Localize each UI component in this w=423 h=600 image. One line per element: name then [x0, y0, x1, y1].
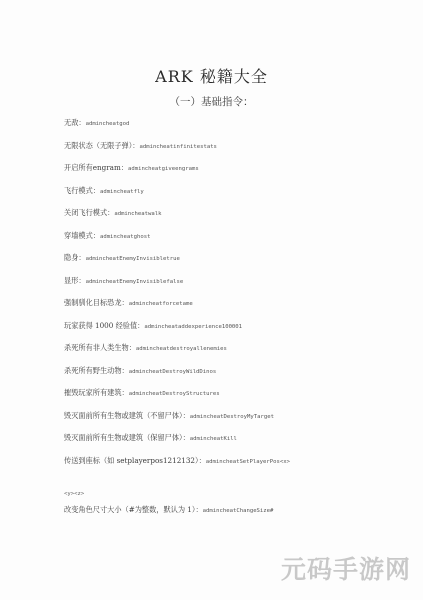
command-label: 摧毁玩家所有建筑： [64, 388, 129, 397]
command-code: admincheatgiveengrams [127, 166, 199, 172]
command-label: 隐身： [64, 253, 86, 262]
site-watermark: 元码手游网 [280, 555, 411, 584]
command-line [64, 318, 364, 341]
command-code: admincheatfly [99, 188, 144, 195]
command-label: 穿墙模式： [64, 230, 100, 240]
command-line [64, 183, 364, 206]
command-code: admincheataddexperience100001 [144, 323, 243, 330]
command-continuation: <y><z> [64, 491, 85, 497]
command-line [64, 408, 364, 431]
document-title: ARK 秘籍大全 [155, 67, 268, 86]
command-line [64, 385, 364, 408]
command-label: 飞行模式： [64, 185, 100, 195]
command-label: 无限状态（无限子弹）： [64, 140, 140, 150]
command-line [64, 160, 364, 183]
command-code: admincheatChangeSize# [202, 508, 274, 514]
command-code: admincheatDestroyWildDinos [128, 368, 217, 375]
command-line [64, 453, 364, 476]
command-code: admincheatDestroyStructures [128, 391, 220, 397]
command-code: admincheatforcetame [128, 301, 193, 307]
command-code: admincheatDestroyMyTarget [189, 413, 274, 420]
command-code: admincheatEnemyInvisibletrue [85, 256, 180, 262]
command-label: 毁灭面前所有生物或建筑（保留尸体）： [64, 433, 190, 442]
command-label: 杀死所有野生动物： [64, 365, 129, 375]
command-line [64, 340, 364, 363]
command-code: admincheatdestroyallenemies [135, 346, 227, 352]
command-line [64, 250, 364, 273]
command-code: admincheatinfinitestats [139, 143, 217, 150]
command-line [64, 430, 364, 453]
command-label: 传送到座标（如 setplayerpos1212132）： [64, 455, 206, 465]
command-line-last [64, 505, 273, 515]
section-heading: （一）基础指令： [169, 96, 254, 108]
command-label: 关闭飞行模式： [64, 208, 115, 217]
command-label: 玩家获得 1000 经验值： [64, 320, 145, 330]
command-code: admincheatSetPlayerPos<x> [205, 458, 290, 465]
command-label: 杀死所有非人类生物： [64, 343, 136, 352]
command-code: admincheatEnemyInvisiblefalse [85, 278, 184, 285]
command-label: 改变角色尺寸大小（#为整数，默认为 1）： [64, 505, 203, 514]
command-label: 开启所有engram： [64, 163, 128, 172]
command-code: admincheatKill [189, 436, 237, 442]
command-line [64, 228, 364, 251]
command-line [64, 363, 364, 386]
command-line [64, 205, 364, 228]
command-label: 无敌： [64, 118, 86, 127]
command-list [64, 115, 364, 475]
command-label: 显形： [64, 275, 86, 285]
command-code: admincheatghost [99, 233, 151, 240]
command-label: 毁灭面前所有生物或建筑（不留尸体）： [64, 410, 190, 420]
command-line [64, 138, 364, 161]
command-line [64, 115, 364, 138]
command-line [64, 295, 364, 318]
command-label: 强制驯化目标恐龙： [64, 298, 129, 307]
command-code: admincheatgod [85, 121, 130, 127]
command-line [64, 273, 364, 296]
command-code: admincheatwalk [114, 211, 162, 217]
